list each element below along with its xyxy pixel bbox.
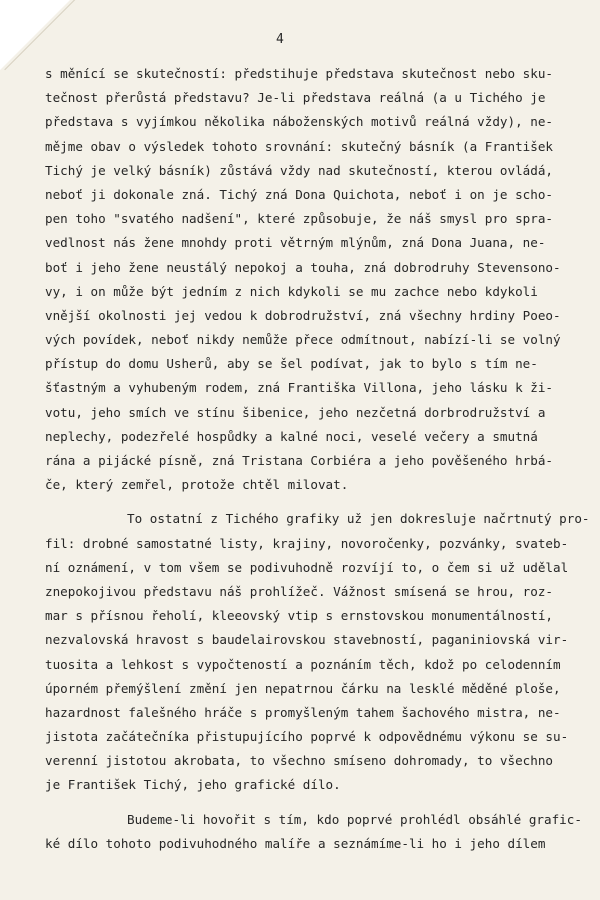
text-line: To ostatní z Tichého grafiky už jen dokresluje načrtnutý pro- [127,511,590,527]
text-line: jistota začátečníka přistupujícího poprvé k odpovědnému výkonu se su- [45,729,569,745]
text-line: je František Tichý, jeho grafické dílo. [45,777,341,793]
text-line: boť i jeho žene neustálý nepokoj a touha, zná dobrodruhy Stevensono- [45,259,561,275]
text-line: nezvalovská hravost s baudelairovskou stavebností, paganiniovská vir- [45,632,569,648]
text-line: Budeme-li hovořit s tím, kdo poprvé prohlédl obsáhlé grafic- [127,811,582,827]
text-line: představa s vyjímkou několika náboženských motivů reálná vždy), ne- [45,114,553,130]
text-line: neboť ji dokonale zná. Tichý zná Dona Quichota, neboť i on je scho- [45,186,553,202]
text-line: rána a pijácké písně, zná Tristana Corbiéra a jeho pověšeného hrbá- [45,453,553,468]
text-line: ní oznámení, v tom všem se podivuhodně rozvíjí to, o čem si už udělal [45,559,569,575]
text-line: mějme obav o výsledek tohoto srovnání: skutečný básník (a František [45,138,553,154]
text-line: úporném přemýšlení změní jen nepatrnou čárku na lesklé měděné ploše, [45,680,561,696]
text-line: znepokojivou představu náš prohlížeč. Vážnost smísená se hrou, roz- [45,583,553,599]
text-line: votu, jeho smích ve stínu šibenice, jeho nezčetná dorbrodružství a [45,404,546,420]
text-line: neplechy, podezřelé hospůdky a kalné noci, veselé večery a smutná [45,428,538,444]
paragraph-gap [45,497,585,507]
paragraph-gap [45,798,585,808]
text-line: tečnost přerůstá představu? Je-li představa reálná (a u Tichého je [45,90,546,106]
text-line: če, který zemřel, protože chtěl milovat. [45,477,349,493]
text-line: vy, i on může být jedním z nich kdykoli se mu zachce nebo kdykoli [45,283,538,299]
text-line: pen toho "svatého nadšení", které způsobuje, že náš smysl pro spra- [45,211,553,227]
text-line: mar s přísnou řeholí, kleeovský vtip s ernstovskou monumentálností, [45,608,553,624]
text-line: hazardnost falešného hráče s promyšleným tahem šachového mistra, ne- [45,704,561,720]
text-line: šťastným a vyhubeným rodem, zná Františka Villona, jeho lásku k ži- [45,380,553,396]
page-number: 4 [276,32,284,47]
text-line: verenní jistotou akrobata, to všechno smíseno dohromady, to všechno [45,753,553,769]
text-line: fil: drobné samostatné listy, krajiny, novoročenky, pozvánky, svateb- [45,535,569,551]
text-line: vnější okolnosti jej vedou k dobrodružství, zná všechny hrdiny Poeo- [45,307,561,323]
folded-corner [0,0,70,70]
text-line: přístup do domu Usherů, aby se šel podívat, jak to bylo s tím ne- [45,356,538,372]
text-line: Tichý je velký básník) zůstává vždy nad skutečností, kterou ovládá, [45,162,553,178]
text-line: vých povídek, neboť nikdy nemůže přece odmítnout, nabízí-li se volný [45,332,561,348]
text-line: vedlnost nás žene mnohdy proti větrným mlýnům, zná Dona Juana, ne- [45,235,546,251]
text-line: tuosita a lehkost s vypočteností a poznáním těch, kdož po celodenním [45,656,561,672]
text-line: s měnící se skutečností: předstihuje představa skutečnost nebo sku- [45,66,553,81]
body-text [45,62,590,856]
text-line: ké dílo tohoto podivuhodného malíře a seznámíme-li ho i jeho dílem [45,835,546,851]
